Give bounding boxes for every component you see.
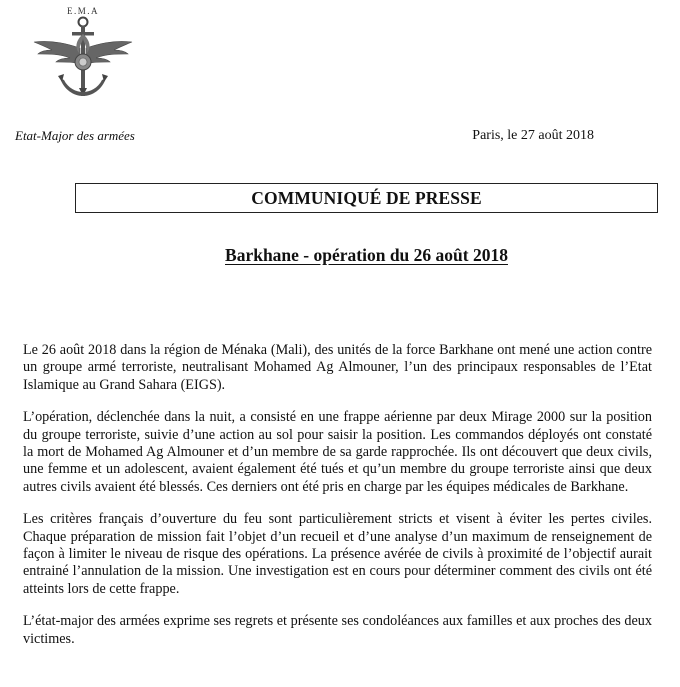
press-release-label-box [75,183,658,213]
body-paragraph: Les critères français d’ouverture du feu sont particulièrement stricts et visent à éviter les pertes civiles. Chaque préparation de mission fait l’objet d’un recueil et d’une analyse d’un maximum de renseignement de façon à limiter le niveau de risque des opérations. La présence avérée de civils à proximité de l’objectif aurait entrainé l’annulation de la mission. Une investigation est en cours pour déterminer comment des civils ont été atteints lors de cette frappe. [23,511,652,597]
place-and-date: Paris, le 27 août 2018 [472,128,594,143]
issuing-organization: Etat-Major des armées [15,128,135,143]
logo-lettering: E.M.A [67,6,99,16]
body-paragraph: Le 26 août 2018 dans la région de Ménaka (Mali), des unités de la force Barkhane ont mené une action contre un groupe armé terroriste, neutralisant Mohamed Ag Almouner, l’un des principaux responsables de l’Etat Islamique au Grand Sahara (EIGS). [23,342,652,393]
document-body [23,342,652,663]
body-paragraph: L’opération, déclenchée dans la nuit, a consisté en une frappe aérienne par deux Mirage 2000 sur la position du groupe terroriste, suivie d’une action au sol pour saisir la position. Les commandos déployés ont constaté la mort de Mohamed Ag Almouner et d’un membre de sa garde rapprochée. Ils ont découvert que deux civils, une femme et un adolescent, avaient également été tués et qu’un membre du groupe terroriste ainsi que deux autres civils avaient été blessés. Ces derniers ont été pris en charge par les équipes médicales de Barkhane. [23,409,652,495]
body-paragraph: L’état-major des armées exprime ses regrets et présente ses condoléances aux familles et aux proches des deux victimes. [23,613,652,647]
ema-emblem-logo [30,4,136,112]
document-title: Barkhane - opération du 26 août 2018 [225,245,508,265]
press-release-label: COMMUNIQUÉ DE PRESSE [251,187,482,208]
ema-emblem-icon [30,4,136,112]
